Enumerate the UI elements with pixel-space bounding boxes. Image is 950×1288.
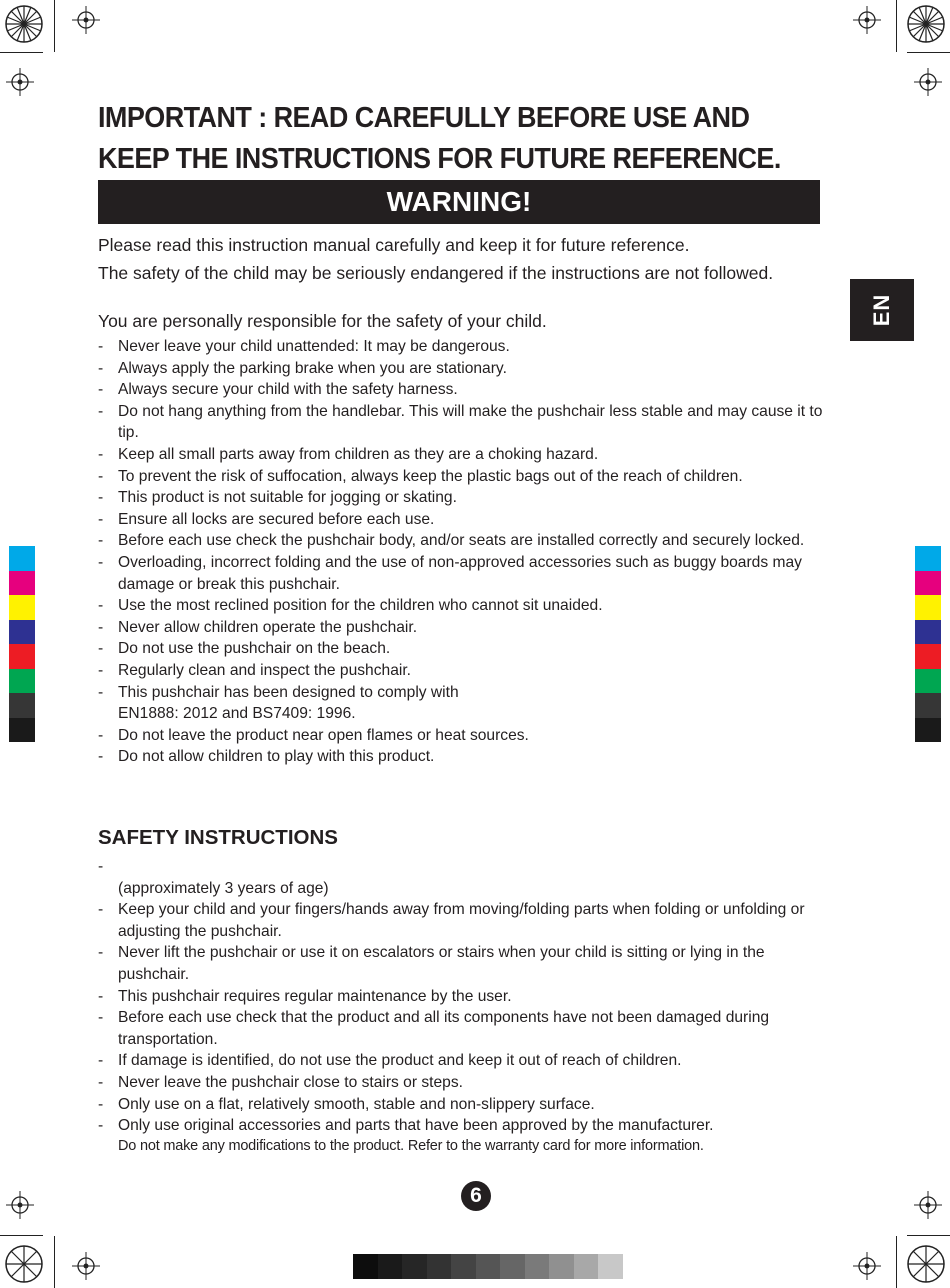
heading-line-2: KEEP THE INSTRUCTIONS FOR FUTURE REFERENCE. xyxy=(98,143,781,175)
bullet-dash: - xyxy=(98,467,104,485)
trim-line xyxy=(896,1236,897,1288)
list-item-text: To prevent the risk of suffocation, always keep the plastic bags out of the reach of children. xyxy=(118,467,743,485)
list-item xyxy=(98,682,828,725)
list-item xyxy=(98,379,828,401)
list-item-text: Never leave the pushchair close to stairs or steps. xyxy=(118,1073,463,1091)
color-swatch xyxy=(915,595,941,620)
list-item xyxy=(98,746,828,768)
list-item-text: Always apply the parking brake when you are stationary. xyxy=(118,359,507,377)
list-item xyxy=(98,1050,828,1072)
bullet-dash: - xyxy=(98,640,104,658)
gray-swatch xyxy=(549,1254,574,1279)
list-item xyxy=(98,444,828,466)
trim-line xyxy=(0,1235,43,1236)
gray-swatch xyxy=(427,1254,452,1279)
warning-banner: WARNING! xyxy=(98,180,820,224)
warnings-list xyxy=(98,336,828,768)
trim-line xyxy=(54,1236,55,1288)
bullet-dash: - xyxy=(98,1117,104,1135)
list-item-text: (approximately 3 years of age) xyxy=(118,879,329,897)
bullet-dash: - xyxy=(98,359,104,377)
trim-line xyxy=(907,52,950,53)
list-item-text: Keep your child and your fingers/hands away from moving/folding parts when folding or unfolding or adjusting the pushchair. xyxy=(118,901,805,940)
bullet-dash: - xyxy=(98,1052,104,1070)
bullet-dash: - xyxy=(98,338,104,355)
bullet-dash: - xyxy=(98,489,104,507)
registration-crosshair-icon xyxy=(914,1191,942,1219)
registration-burst-icon xyxy=(906,1244,946,1284)
list-item-text: Never allow children operate the pushchair. xyxy=(118,618,418,636)
list-item-text: Overloading, incorrect folding and the use of non-approved accessories such as buggy boards may damage or break this pushchair. xyxy=(118,553,802,593)
list-item-text: Never leave your child unattended: It may be dangerous. xyxy=(118,338,510,355)
list-item xyxy=(98,530,828,552)
list-item xyxy=(98,466,828,488)
color-swatch xyxy=(915,546,941,571)
color-swatch xyxy=(915,693,941,718)
bullet-dash: - xyxy=(98,381,104,399)
list-item xyxy=(98,1072,828,1094)
list-item-text: Before each use check the pushchair body, and/or seats are installed correctly and securely locked. xyxy=(118,532,805,550)
bullet-dash: - xyxy=(98,1073,104,1091)
intro-paragraph-2: The safety of the child may be seriously endangered if the instructions are not followed. xyxy=(98,263,774,283)
registration-burst-icon xyxy=(4,4,44,44)
list-item-text: Do not leave the product near open flames or heat sources. xyxy=(118,726,529,744)
bullet-dash: - xyxy=(98,597,104,615)
list-item xyxy=(98,638,828,660)
bullet-dash: - xyxy=(98,445,104,463)
color-swatch xyxy=(9,620,35,645)
bullet-dash: - xyxy=(98,748,104,766)
bullet-dash: - xyxy=(98,510,104,528)
trim-line xyxy=(907,1235,950,1236)
list-item xyxy=(98,552,828,595)
color-swatch-column-right xyxy=(915,546,941,742)
trim-line xyxy=(0,52,43,53)
bullet-dash: - xyxy=(98,901,104,919)
list-item-text: This pushchair has been designed to comply with EN1888: 2012 and BS7409: 1996. xyxy=(118,683,459,723)
list-item-text: Do not use the pushchair on the beach. xyxy=(118,640,391,658)
page-number: 6 xyxy=(461,1181,491,1211)
bullet-dash: - xyxy=(98,1095,104,1113)
list-item xyxy=(98,509,828,531)
language-tab xyxy=(850,279,914,341)
safety-list xyxy=(98,856,828,1137)
list-item-text: Keep all small parts away from children as they are a choking hazard. xyxy=(118,445,599,463)
bullet-dash: - xyxy=(98,1009,104,1027)
language-tab-label: EN xyxy=(869,293,894,327)
trim-line xyxy=(54,0,55,52)
bullet-dash: - xyxy=(98,532,104,550)
registration-crosshair-icon xyxy=(72,6,100,34)
list-item-text: Only use original accessories and parts that have been approved by the manufacturer. xyxy=(118,1117,714,1135)
gray-swatch xyxy=(451,1254,476,1279)
list-item xyxy=(98,1094,828,1116)
list-item-text: Do not hang anything from the handlebar. This will make the pushchair less stable and may cause it to tip. xyxy=(118,402,823,442)
registration-burst-icon xyxy=(4,1244,44,1284)
list-item-text: Never lift the pushchair or use it on escalators or stairs when your child is sitting or lying in the pushchair. xyxy=(118,944,765,983)
list-item-text: This product is not suitable for jogging or skating. xyxy=(118,489,457,507)
list-item xyxy=(98,487,828,509)
list-item-text: Before each use check that the product and all its components have not been damaged during transportation. xyxy=(118,1009,770,1048)
list-item xyxy=(98,986,828,1008)
list-item xyxy=(98,942,828,985)
registration-burst-icon xyxy=(906,4,946,44)
bullet-dash: - xyxy=(98,661,104,679)
bullet-dash: - xyxy=(98,858,104,875)
color-swatch-column-left xyxy=(9,546,35,742)
gray-swatch xyxy=(574,1254,599,1279)
color-swatch xyxy=(915,571,941,596)
registration-crosshair-icon xyxy=(853,1252,881,1280)
list-item-text: Ensure all locks are secured before each use. xyxy=(118,510,435,528)
list-item xyxy=(98,617,828,639)
color-swatch xyxy=(915,620,941,645)
list-item-text: Use the most reclined position for the children who cannot sit unaided. xyxy=(118,597,603,615)
list-item xyxy=(98,1115,828,1137)
trim-line xyxy=(896,0,897,52)
registration-crosshair-icon xyxy=(914,68,942,96)
list-item-text: Always secure your child with the safety harness. xyxy=(118,381,458,399)
list-item xyxy=(98,899,828,942)
color-swatch xyxy=(915,669,941,694)
gray-swatch xyxy=(598,1254,623,1279)
bullet-dash: - xyxy=(98,618,104,636)
color-swatch xyxy=(9,595,35,620)
color-swatch xyxy=(9,571,35,596)
list-item-text: Regularly clean and inspect the pushchair. xyxy=(118,661,411,679)
gray-swatch xyxy=(402,1254,427,1279)
list-item-text: Only use on a flat, relatively smooth, stable and non-slippery surface. xyxy=(118,1095,595,1113)
color-swatch xyxy=(9,669,35,694)
color-swatch xyxy=(9,546,35,571)
gray-swatch xyxy=(525,1254,550,1279)
gray-swatch xyxy=(378,1254,403,1279)
color-swatch xyxy=(9,693,35,718)
intro-paragraph-1: Please read this instruction manual carefully and keep it for future reference. xyxy=(98,235,690,255)
gray-swatch xyxy=(476,1254,501,1279)
list-item xyxy=(98,725,828,747)
list-item xyxy=(98,856,828,899)
gray-calibration-strip xyxy=(353,1254,623,1279)
registration-crosshair-icon xyxy=(6,68,34,96)
color-swatch xyxy=(9,644,35,669)
heading-line-1: IMPORTANT : READ CAREFULLY BEFORE USE AND xyxy=(98,102,750,134)
color-swatch xyxy=(915,644,941,669)
bullet-dash: - xyxy=(98,726,104,744)
list-item xyxy=(98,660,828,682)
page-heading xyxy=(98,98,805,180)
list-item xyxy=(98,336,828,358)
bullet-dash: - xyxy=(98,402,104,420)
registration-crosshair-icon xyxy=(853,6,881,34)
list-item-text: This pushchair requires regular maintenance by the user. xyxy=(118,987,512,1005)
gray-swatch xyxy=(500,1254,525,1279)
color-swatch xyxy=(9,718,35,743)
list-item xyxy=(98,401,828,444)
bullet-dash: - xyxy=(98,944,104,962)
list-item-text: Do not allow children to play with this product. xyxy=(118,748,435,766)
intro-paragraph-3: You are personally responsible for the safety of your child. xyxy=(98,311,547,331)
list-item xyxy=(98,1007,828,1050)
registration-crosshair-icon xyxy=(72,1252,100,1280)
bullet-dash: - xyxy=(98,683,104,701)
list-item xyxy=(98,358,828,380)
color-swatch xyxy=(915,718,941,743)
registration-crosshair-icon xyxy=(6,1191,34,1219)
safety-section-title: SAFETY INSTRUCTIONS xyxy=(98,826,338,849)
bullet-dash: - xyxy=(98,987,104,1005)
list-item xyxy=(98,595,828,617)
safety-last-line: Do not make any modifications to the product. Refer to the warranty card for more information. xyxy=(118,1138,704,1154)
bullet-dash: - xyxy=(98,553,104,571)
list-item-text: If damage is identified, do not use the product and keep it out of reach of children. xyxy=(118,1052,682,1070)
gray-swatch xyxy=(353,1254,378,1279)
